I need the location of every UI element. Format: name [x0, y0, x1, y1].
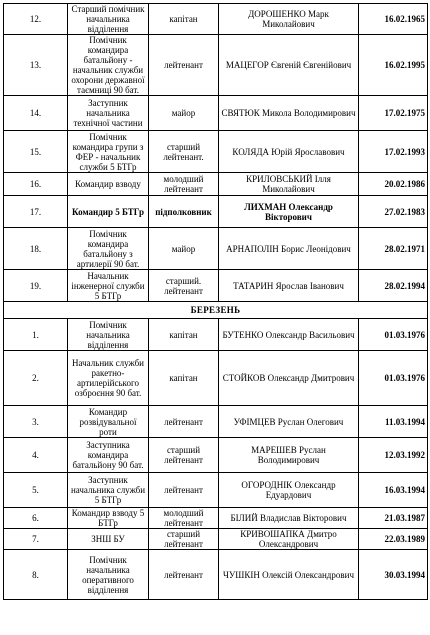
- month-heading: БЕРЕЗЕНЬ: [4, 302, 428, 319]
- birth-date-cell: 22.03.1989: [359, 529, 428, 550]
- rank-cell: молодший лейтенант: [149, 173, 219, 196]
- name-cell: МАЦЕГОР Євгеній Євгенійович: [219, 35, 359, 96]
- birth-date-cell: 28.02.1971: [359, 228, 428, 270]
- rank-cell: капітан: [149, 4, 219, 35]
- name-cell: УФІМЦЕВ Руслан Олегович: [219, 406, 359, 438]
- birth-date-cell: 27.02.1983: [359, 196, 428, 228]
- birth-date-cell: 30.03.1994: [359, 550, 428, 600]
- birth-date-cell: 17.02.1993: [359, 131, 428, 173]
- rank-cell: старший лейтенант.: [149, 131, 219, 173]
- row-number: 14.: [4, 96, 68, 131]
- row-number: 4.: [4, 438, 68, 473]
- rank-cell: капітан: [149, 319, 219, 351]
- position-cell: Начальник служби ракетно-артилерійського озброєння 90 бат.: [68, 351, 149, 406]
- rank-cell: майор: [149, 96, 219, 131]
- name-cell: ЧУШКІН Олексій Олександрович: [219, 550, 359, 600]
- rank-cell: майор: [149, 228, 219, 270]
- table-row: [4, 473, 428, 508]
- table-row: [4, 508, 428, 529]
- birth-date-cell: 16.03.1994: [359, 473, 428, 508]
- birth-date-cell: 12.03.1992: [359, 438, 428, 473]
- table-row: [4, 550, 428, 600]
- position-cell: Помічник начальника відділення: [68, 319, 149, 351]
- birth-date-cell: 01.03.1976: [359, 319, 428, 351]
- position-cell: Помічник начальника оперативного відділення: [68, 550, 149, 600]
- table-row: [4, 196, 428, 228]
- position-cell: Старший помічник начальника відділення: [68, 4, 149, 35]
- name-cell: БІЛИЙ Владислав Вікторович: [219, 508, 359, 529]
- name-cell: ТАТАРИН Ярослав Іванович: [219, 270, 359, 302]
- position-cell: Заступник начальника технічної частини: [68, 96, 149, 131]
- position-cell: Заступника командира батальйону 90 бат.: [68, 438, 149, 473]
- position-cell: Командир розвідувальної роти: [68, 406, 149, 438]
- month-heading-row: [4, 302, 428, 319]
- table-row: [4, 228, 428, 270]
- birth-date-cell: 16.02.1965: [359, 4, 428, 35]
- row-number: 18.: [4, 228, 68, 270]
- table-row: [4, 351, 428, 406]
- table-row: [4, 319, 428, 351]
- birth-date-cell: 11.03.1994: [359, 406, 428, 438]
- birth-date-cell: 20.02.1986: [359, 173, 428, 196]
- name-cell: ДОРОШЕНКО Марк Миколайович: [219, 4, 359, 35]
- table-row: [4, 438, 428, 473]
- name-cell: ЛИХМАН Олександр Вікторович: [219, 196, 359, 228]
- name-cell: БУТЕНКО Олександр Васильович: [219, 319, 359, 351]
- row-number: 6.: [4, 508, 68, 529]
- table-row: [4, 406, 428, 438]
- row-number: 7.: [4, 529, 68, 550]
- name-cell: ОГОРОДНІК Олександр Едуардович: [219, 473, 359, 508]
- rank-cell: підполковник: [149, 196, 219, 228]
- table-row: [4, 529, 428, 550]
- rank-cell: лейтенант: [149, 35, 219, 96]
- rank-cell: старший лейтенант: [149, 438, 219, 473]
- row-number: 16.: [4, 173, 68, 196]
- rank-cell: капітан: [149, 351, 219, 406]
- row-number: 1.: [4, 319, 68, 351]
- table-row: [4, 173, 428, 196]
- position-cell: Помічник командира батальйону з артилерії 90 бат.: [68, 228, 149, 270]
- birth-date-cell: 28.02.1994: [359, 270, 428, 302]
- rank-cell: старший. лейтенант: [149, 270, 219, 302]
- position-cell: Начальник інженерної служби 5 БТГр: [68, 270, 149, 302]
- birthday-table-body: [4, 4, 428, 600]
- position-cell: Заступник начальника служби 5 БТГр: [68, 473, 149, 508]
- row-number: 3.: [4, 406, 68, 438]
- rank-cell: лейтенант: [149, 473, 219, 508]
- birth-date-cell: 01.03.1976: [359, 351, 428, 406]
- birth-date-cell: 21.03.1987: [359, 508, 428, 529]
- row-number: 5.: [4, 473, 68, 508]
- rank-cell: старший лейтенант: [149, 529, 219, 550]
- name-cell: КРИЛОВСЬКИЙ Ілля Миколайович: [219, 173, 359, 196]
- birth-date-cell: 16.02.1995: [359, 35, 428, 96]
- row-number: 2.: [4, 351, 68, 406]
- table-row: [4, 96, 428, 131]
- table-row: [4, 270, 428, 302]
- name-cell: КОЛЯДА Юрій Ярославович: [219, 131, 359, 173]
- name-cell: КРИВОШАПКА Дмитро Олександрович: [219, 529, 359, 550]
- name-cell: АРНАПОЛІН Борис Леонідович: [219, 228, 359, 270]
- position-cell: Помічник командира групи з ФЕР - начальник служби 5 БТГр: [68, 131, 149, 173]
- row-number: 12.: [4, 4, 68, 35]
- row-number: 13.: [4, 35, 68, 96]
- table-row: [4, 35, 428, 96]
- position-cell: Командир 5 БТГр: [68, 196, 149, 228]
- birth-date-cell: 17.02.1975: [359, 96, 428, 131]
- row-number: 15.: [4, 131, 68, 173]
- position-cell: Командир взводу 5 БТГр: [68, 508, 149, 529]
- position-cell: Помічник командира батальйону - начальник служби охорони державної таємниці 90 бат.: [68, 35, 149, 96]
- name-cell: МАРЕШЕВ Руслан Володимирович: [219, 438, 359, 473]
- row-number: 8.: [4, 550, 68, 600]
- table-row: [4, 4, 428, 35]
- birthday-table: [3, 3, 428, 600]
- name-cell: СТОЙКОВ Олександр Дмитрович: [219, 351, 359, 406]
- rank-cell: лейтенант: [149, 550, 219, 600]
- rank-cell: молодший лейтенант: [149, 508, 219, 529]
- name-cell: СВЯТЮК Микола Володимирович: [219, 96, 359, 131]
- row-number: 17.: [4, 196, 68, 228]
- table-row: [4, 131, 428, 173]
- rank-cell: лейтенант: [149, 406, 219, 438]
- row-number: 19.: [4, 270, 68, 302]
- position-cell: Командир взводу: [68, 173, 149, 196]
- position-cell: ЗНШ БУ: [68, 529, 149, 550]
